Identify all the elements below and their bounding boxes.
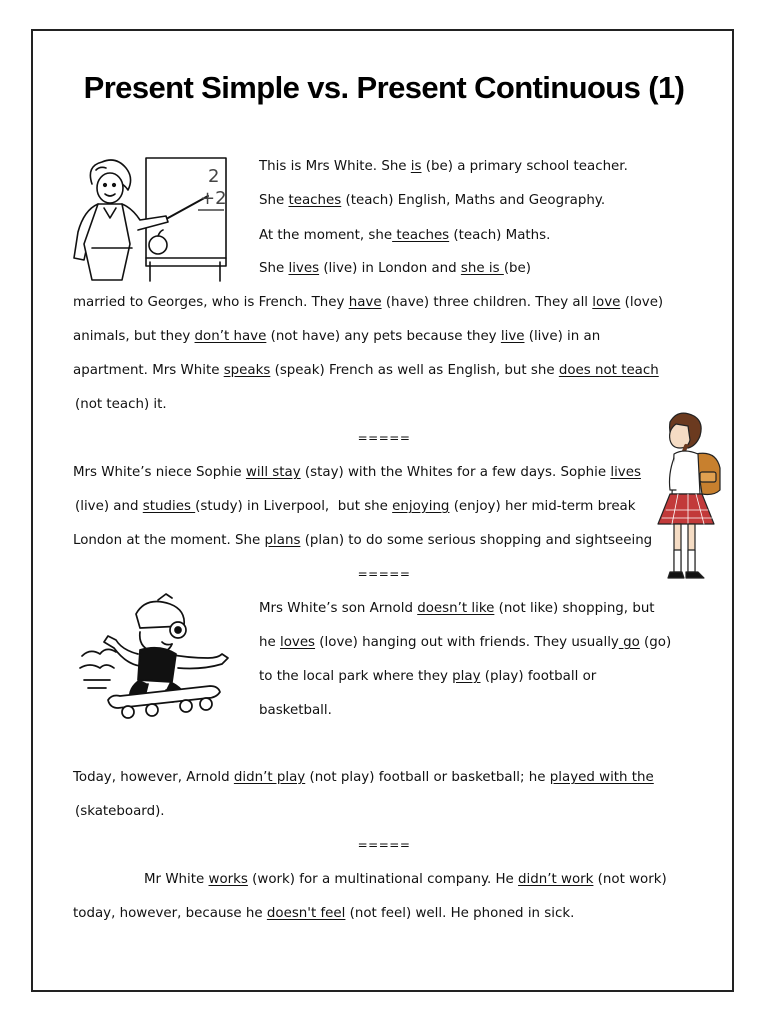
sentence-text: (love) hanging out with friends. They usually [315,635,619,650]
text-line [73,464,641,482]
text-line [259,702,332,720]
answer-blank: enjoying [392,499,450,514]
sentence-text: (not teach) it. [75,397,167,412]
answer-blank: teaches [288,193,342,208]
answer-blank: plans [264,533,301,548]
sentence-text: (not have) any pets because they [266,329,501,344]
answer-blank: don’t have [194,329,267,344]
answer-blank: lives [288,261,320,276]
answer-blank: played with the [549,770,654,785]
sentence-text: (teach) English, Maths and Geography. [341,193,606,208]
text-line [75,396,167,414]
sentence-text: (not play) football or basketball; he [305,770,550,785]
section-separator: ===== [357,431,411,445]
answer-blank: go [618,635,640,650]
teacher-illustration [70,150,230,285]
svg-text:2: 2 [208,166,220,187]
answer-blank: is [410,159,422,174]
sentence-text: apartment. Mrs White [73,363,224,378]
sentence-text: She [259,193,289,208]
answer-blank: does not teach [558,363,659,378]
sentence-text: (work) for a multinational company. He [247,872,519,887]
answer-blank: have [348,295,382,310]
sentence-text: basketball. [259,703,332,718]
sentence-text: (live) and [75,499,143,514]
answer-blank: didn’t play [233,770,306,785]
skateboarder-illustration [78,592,238,722]
answer-blank: loves [279,635,316,650]
sentence-text: (plan) to do some serious shopping and sightseeing [300,533,653,548]
text-line [75,498,636,516]
text-line [73,294,663,312]
answer-blank: didn’t work [518,872,594,887]
sentence-text: She [259,261,289,276]
sentence-text: married to Georges, who is French. They [73,295,349,310]
text-line [73,328,600,346]
text-line [73,769,654,787]
text-line [259,260,531,278]
svg-text:+2: +2 [200,188,227,209]
text-line [73,362,659,380]
sentence-text: Mr White [144,872,209,887]
answer-blank: works [208,872,248,887]
sentence-text: (play) football or [480,669,597,684]
sentence-text: (not like) shopping, but [494,601,655,616]
sentence-text: he [259,635,280,650]
sentence-text: This is Mrs White. She [259,159,411,174]
answer-blank: doesn't feel [266,906,346,921]
sentence-text: (be) a primary school teacher. [421,159,628,174]
answer-blank: studies [142,499,196,514]
text-line [73,905,574,923]
sentence-text: Mrs White’s niece Sophie [73,465,246,480]
sentence-text: (stay) with the Whites for a few days. Sophie [300,465,611,480]
page-title: Present Simple vs. Present Continuous (1) [83,70,685,105]
sentence-text: (love) [620,295,664,310]
text-line [73,532,652,550]
sentence-text: Today, however, Arnold [73,770,234,785]
sentence-text: (speak) French as well as English, but she [270,363,559,378]
sentence-text: (skateboard). [75,804,165,819]
sentence-text: (live) in an [524,329,601,344]
sentence-text: to the local park where they [259,669,453,684]
sentence-text: (study) in Liverpool, but she [195,499,393,514]
sentence-text: Mrs White’s son Arnold [259,601,418,616]
sentence-text: (not work) [593,872,667,887]
answer-blank: teaches [392,228,450,243]
sentence-text: animals, but they [73,329,195,344]
sentence-text: (go) [639,635,672,650]
answer-blank: doesn’t like [417,601,495,616]
answer-blank: she is [460,261,504,276]
text-line [259,600,655,618]
text-line [75,803,165,821]
answer-blank: will stay [245,465,301,480]
sentence-text: (teach) Maths. [449,228,551,243]
answer-blank: play [452,669,481,684]
sentence-text: (enjoy) her mid-term break [449,499,636,514]
section-separator: ===== [357,838,411,852]
section-separator: ===== [357,567,411,581]
text-line [259,668,596,686]
sentence-text: At the moment, she [259,228,393,243]
sentence-text: London at the moment. She [73,533,265,548]
text-line [144,871,667,889]
answer-blank: speaks [223,363,271,378]
answer-blank: lives [610,465,641,480]
schoolgirl-illustration [656,410,728,590]
sentence-text: (not feel) well. He phoned in sick. [345,906,575,921]
text-line [259,227,550,245]
sentence-text: today, however, because he [73,906,267,921]
text-line [259,192,605,210]
text-line [259,158,628,176]
sentence-text: (have) three children. They all [381,295,593,310]
sentence-text: (live) in London and [319,261,461,276]
sentence-text: (be) [503,261,532,276]
answer-blank: love [592,295,621,310]
answer-blank: live [500,329,525,344]
text-line [259,634,671,652]
